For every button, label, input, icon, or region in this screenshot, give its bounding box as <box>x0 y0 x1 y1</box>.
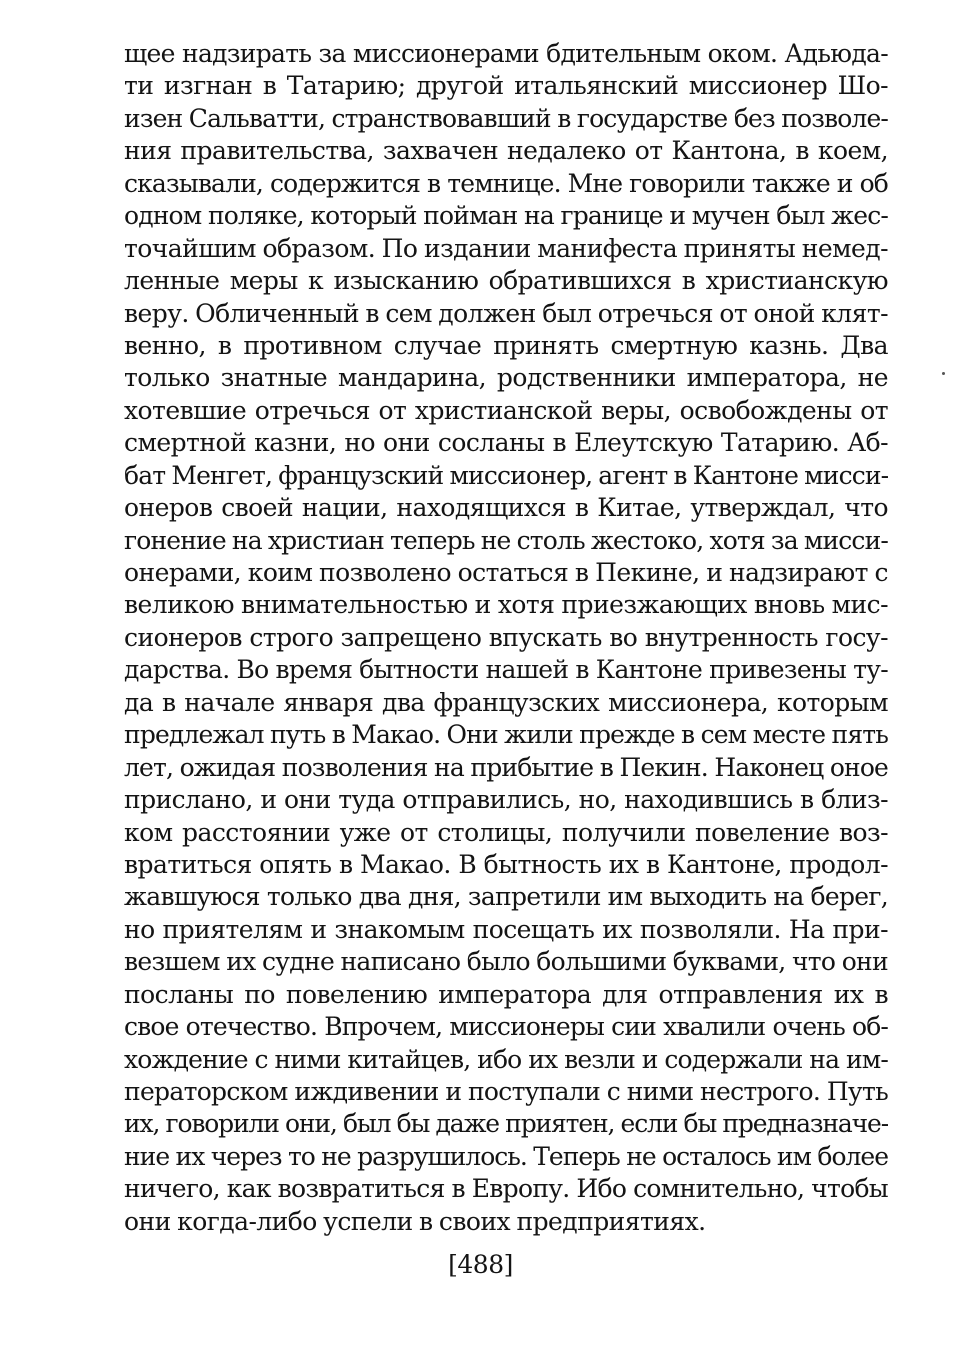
body-text <box>124 38 888 1238</box>
scan-speck <box>942 372 945 375</box>
text-line: изен Сальватти, странствовавший в государстве без позволе- <box>124 103 888 133</box>
text-line: везшем их судне написано было большими буквами, что они <box>124 947 888 977</box>
text-line: ператорском иждивении и поступали с ними нестрого. Путь <box>124 1077 888 1106</box>
text-line: веру. Обличенный в сем должен был отречься от оной клят- <box>124 298 888 328</box>
text-line: сказывали, содержится в темнице. Мне говорили также и об <box>124 168 888 198</box>
text-line: онерами, коим позволено остаться в Пекине, и надзирают с <box>124 558 888 587</box>
text-line: они когда-либо успели в своих предприятиях. <box>124 1206 706 1236</box>
text-line: ти изгнан в Татарию; другой итальянский миссионер Шо- <box>124 71 888 101</box>
text-line: прислано, и они туда отправились, но, находившись в близ- <box>124 785 888 815</box>
text-line: посланы по повелению императора для отправления их в <box>124 979 888 1009</box>
text-line: хождение с ними китайцев, ибо их везли и содержали на им- <box>124 1044 888 1074</box>
text-line: жавшуюся только два дня, запретили им выходить на берег, <box>124 882 888 912</box>
page-number: [488] <box>448 1250 513 1279</box>
text-line: ния правительства, захвачен недалеко от Кантона, в коем, <box>124 136 888 166</box>
text-line: точайшим образом. По издании манифеста приняты немед- <box>124 233 888 263</box>
text-line: свое отечество. Впрочем, миссионеры сии хвалили очень об- <box>124 1012 888 1042</box>
text-line: ние их через то не разрушилось. Теперь не осталось им более <box>124 1141 888 1171</box>
text-line: бат Менгет, французский миссионер, агент в Кантоне мисси- <box>124 460 888 490</box>
text-line: лет, ожидая позволения на прибытие в Пекин. Наконец оное <box>124 752 888 782</box>
text-line: хотевшие отречься от христианской веры, освобождены от <box>124 395 888 425</box>
text-line: их, говорили они, был бы даже приятен, если бы предназначе- <box>124 1109 888 1139</box>
text-line: онеров своей нации, находящихся в Китае, утверждал, что <box>124 493 888 523</box>
text-line: сионеров строго запрещено впускать во внутренность госу- <box>124 622 888 652</box>
text-line: щее надзирать за миссионерами бдительным оком. Адьюда- <box>124 39 888 68</box>
text-line: но приятелям и знакомым посещать их позволяли. На при- <box>124 914 888 944</box>
text-line: вратиться опять в Макао. В бытность их в Кантоне, продол- <box>124 849 888 879</box>
text-line: да в начале января два французских миссионера, которым <box>124 687 888 717</box>
text-line: ничего, как возвратиться в Европу. Ибо сомнительно, чтобы <box>124 1174 888 1204</box>
text-line: одном поляке, который пойман на границе и мучен был жес- <box>124 201 888 231</box>
text-line: венно, в противном случае принять смертную казнь. Два <box>124 330 888 360</box>
text-line: ком расстоянии уже от столицы, получили повеление воз- <box>124 817 888 847</box>
text-line: великою внимательностью и хотя приезжающих вновь мис- <box>124 590 888 620</box>
text-line: гонение на христиан теперь не столь жестоко, хотя за мисси- <box>124 525 888 555</box>
text-line: предлежал путь в Макао. Они жили прежде в сем месте пять <box>124 720 888 750</box>
text-line: ленные меры к изысканию обратившихся в христианскую <box>124 266 888 296</box>
text-line: только знатные мандарина, родственники императора, не <box>124 363 888 393</box>
text-line: дарства. Во время бытности нашей в Кантоне привезены ту- <box>124 655 888 685</box>
text-line: смертной казни, но они сосланы в Елеутскую Татарию. Аб- <box>124 428 888 458</box>
